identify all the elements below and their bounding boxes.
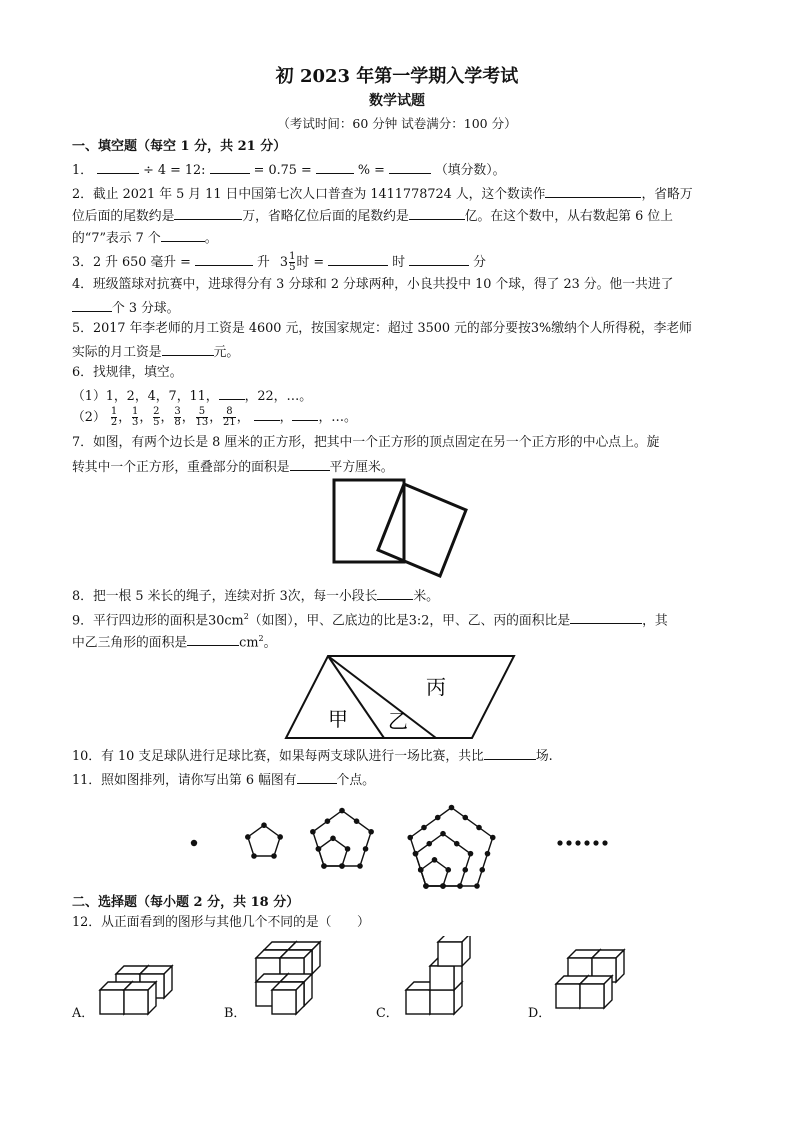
exam-title: 初 2023 年第一学期入学考试 <box>275 66 519 87</box>
question-6-sub-1: （1）1，2，4，7，11， ，22，…。 <box>72 386 312 406</box>
cube <box>272 982 304 1014</box>
pattern-dot <box>462 815 468 821</box>
question-11: 11．照如图排列，请你写出第 6 幅图有 个点。 <box>72 770 375 790</box>
question-2-line-2: 位后面的尾数约是 万，省略亿位后面的尾数约是 亿。在这个数中，从右数起第 6 位上 <box>72 206 673 226</box>
pattern-dot <box>426 841 432 847</box>
question-5-line-1: 5．2017 年李老师的月工资是 4600 元，按国家规定：超过 3500 元的部分要按3%缴纳个人所得税，李老师 <box>72 321 692 336</box>
question-7-line-2: 转其中一个正方形，重叠部分的面积是 平方厘米。 <box>72 457 394 477</box>
pentagon-outline <box>248 825 280 856</box>
answer-blank[interactable] <box>162 342 214 356</box>
pattern-dot <box>277 834 283 840</box>
answer-blank[interactable] <box>389 160 431 174</box>
pattern-dot <box>407 835 413 841</box>
pattern-dot <box>321 863 327 869</box>
question-12: 12．从正面看到的图形与其他几个不同的是（ ） <box>72 915 370 930</box>
pattern-dot <box>191 840 197 846</box>
cube <box>580 976 612 1008</box>
label-bing: 丙 <box>426 675 446 699</box>
answer-blank[interactable] <box>72 298 112 312</box>
pattern-dot <box>454 841 460 847</box>
pattern-dot <box>245 834 251 840</box>
pattern-dot <box>261 822 267 828</box>
pattern-dot <box>440 883 446 889</box>
question-1: 1． ÷ 4 = 12: = 0.75 = % = （填分数）。 <box>72 160 505 180</box>
overlapping-squares-figure <box>326 474 472 586</box>
ellipsis-dot <box>584 840 589 845</box>
pattern-dot <box>363 846 369 852</box>
pentagon-outline <box>313 811 371 866</box>
ellipsis-dot <box>566 840 571 845</box>
pattern-dot <box>490 835 496 841</box>
answer-blank[interactable] <box>328 252 388 266</box>
question-10: 10．有 10 支足球队进行足球比赛，如果每两支球队进行一场比赛，共比 场. <box>72 746 553 766</box>
pattern-dot <box>479 867 485 873</box>
answer-blank[interactable] <box>219 386 245 400</box>
question-2-line-1: 2．截止 2021 年 5 月 11 日中国第七次人口普查为 1411778724 人，这个数读作 ，省略万 <box>72 184 693 204</box>
sequence-fraction: $\frac{2}{5}$ <box>153 406 160 428</box>
answer-blank[interactable] <box>210 160 250 174</box>
pattern-dot <box>310 829 316 835</box>
cube <box>124 982 156 1014</box>
option-c-label[interactable]: C． <box>376 1006 399 1021</box>
question-9-line-1: 9．平行四边形的面积是$30cm^2$（如图），甲、乙底边的比是3:2，甲、乙、丙的面积比是 ，其 <box>72 612 668 629</box>
pattern-dot <box>413 851 419 857</box>
pattern-dot <box>357 863 363 869</box>
pattern-dot <box>418 867 424 873</box>
pattern-dot <box>339 808 345 814</box>
pattern-dot <box>468 851 474 857</box>
pattern-dot <box>423 883 429 889</box>
question-7-line-1: 7．如图，有两个边长是 8 厘米的正方形，把其中一个正方形的顶点固定在另一个正方形的中心点上。旋 <box>72 435 660 450</box>
answer-blank[interactable] <box>174 206 242 220</box>
answer-blank[interactable] <box>484 746 536 760</box>
section-heading: 一、填空题（每空 1 分，共 21 分） <box>72 139 287 154</box>
sequence-fraction: $\frac{3}{8}$ <box>174 406 181 428</box>
question-6-heading: 6．找规律，填空。 <box>72 365 183 380</box>
cube <box>438 936 470 966</box>
ellipsis-dot <box>557 840 562 845</box>
option-d-label[interactable]: D． <box>528 1006 552 1021</box>
fixed-square <box>334 480 404 562</box>
exam-subject: 数学试题 <box>369 93 425 109</box>
pattern-dot <box>330 836 336 842</box>
answer-blank[interactable] <box>570 610 642 624</box>
answer-blank[interactable] <box>161 228 205 242</box>
pattern-dot <box>462 867 468 873</box>
section-2-heading: 二、选择题（每小题 2 分，共 18 分） <box>72 895 300 910</box>
pattern-dot <box>251 853 257 859</box>
parallelogram-figure <box>284 652 520 742</box>
question-8: 8．把一根 5 米长的绳子，连续对折 3次，每一小段长 米。 <box>72 586 439 606</box>
option-a-label[interactable]: A． <box>72 1006 95 1021</box>
question-4-line-1: 4．班级篮球对抗赛中，进球得分有 3 分球和 2 分球两种，小良共投中 10 个球，得了 23 分。他一共进了 <box>72 277 674 292</box>
pattern-dot <box>449 805 455 811</box>
pattern-dot <box>474 883 480 889</box>
pattern-dot <box>345 846 351 852</box>
question-3: 3．2 升 650 毫升 = 升 3 $\frac{1}{5}$ 时 = 时 分 <box>72 251 486 273</box>
pattern-dot <box>325 818 331 824</box>
option-b-label[interactable]: B． <box>224 1006 247 1021</box>
question-2-line-3: 的“7”表示 7 个 。 <box>72 228 218 248</box>
answer-blank[interactable] <box>297 770 337 784</box>
exam-info: （考试时间：60 分钟 试卷满分：100 分） <box>277 116 517 131</box>
pattern-dot <box>368 829 374 835</box>
label-jia: 甲 <box>328 707 348 731</box>
pattern-dot <box>445 867 451 873</box>
sequence-fraction: $\frac{1}{2}$ <box>110 406 118 428</box>
answer-blank[interactable] <box>545 184 641 198</box>
answer-blank[interactable] <box>187 632 239 646</box>
ellipsis-dot <box>602 840 607 845</box>
pattern-dot <box>440 831 446 837</box>
question-6-sub-2: （2） $\frac{1}{2}$ ， $\frac{1}{3}$ ， $\frac{2}{5}$ ， $\frac{3}{8}$ ， $\frac{5}{13}$ ， $\frac{8}{21}$ ， ， ，…。 <box>72 406 357 428</box>
sequence-fraction: $\frac{8}{21}$ <box>223 406 236 428</box>
answer-blank[interactable] <box>97 160 139 174</box>
answer-blank[interactable] <box>409 252 469 266</box>
question-4-line-2: 个 3 分球。 <box>72 298 179 318</box>
ellipsis-dot <box>593 840 598 845</box>
answer-blank[interactable] <box>292 407 318 421</box>
pattern-dot <box>485 851 491 857</box>
pattern-dot <box>316 846 322 852</box>
pattern-dot <box>435 815 441 821</box>
answer-blank[interactable] <box>316 160 354 174</box>
cube-views-figure <box>60 936 660 1020</box>
sequence-fraction: $\frac{1}{3}$ <box>132 406 139 428</box>
pattern-dot <box>421 825 427 831</box>
question-9-line-2: 中乙三角形的面积是 $cm^2$。 <box>72 634 277 651</box>
answer-blank[interactable] <box>290 457 330 471</box>
question-5-line-2: 实际的月工资是 元。 <box>72 342 239 362</box>
pattern-dot <box>339 863 345 869</box>
pentagon-outline <box>410 808 493 886</box>
pattern-dot <box>354 818 360 824</box>
pattern-dot <box>457 883 463 889</box>
ellipsis-dot <box>575 840 580 845</box>
sequence-fraction: $\frac{5}{13}$ <box>195 406 209 428</box>
answer-blank[interactable] <box>377 586 413 600</box>
answer-blank[interactable] <box>195 252 253 266</box>
pattern-dot <box>476 825 482 831</box>
answer-blank[interactable] <box>254 407 280 421</box>
pattern-dot <box>271 853 277 859</box>
pattern-dot <box>432 857 438 863</box>
answer-blank[interactable] <box>409 206 465 220</box>
label-yi: 乙 <box>388 709 408 733</box>
pentagonal-dots-figure <box>176 790 626 895</box>
